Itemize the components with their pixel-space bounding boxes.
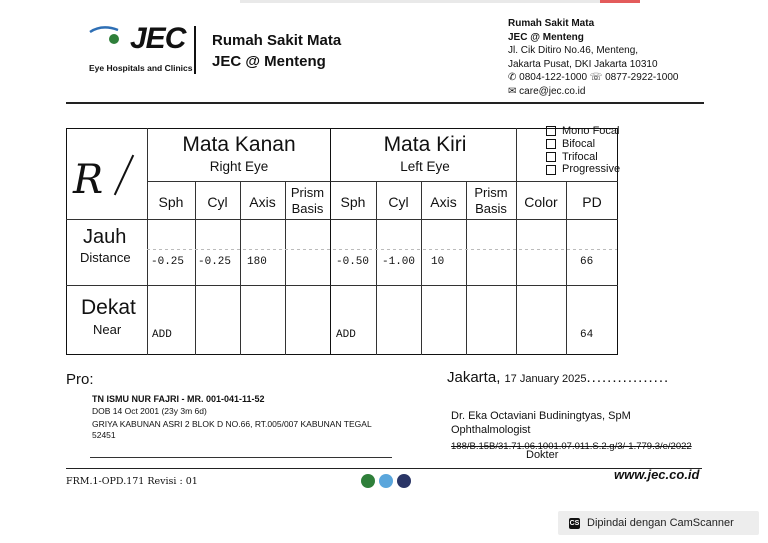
lens-type-options (546, 125, 620, 176)
col-label-l-prism: Prism Basis (474, 185, 508, 216)
prescription-table (66, 128, 618, 355)
email-address: care@jec.co.id (519, 85, 586, 97)
eye-logo-icon (88, 22, 132, 48)
cell-n-l-sph (330, 285, 376, 355)
cell-d-r-sph (147, 219, 195, 285)
scan-edge-mark (600, 0, 640, 3)
row-near-label: Dekat (81, 296, 136, 319)
date: 17 January 2025 (504, 373, 587, 385)
date-dots: ................ (586, 369, 670, 386)
cell-n-pd (566, 285, 618, 355)
col-label-r-sph: Sph (158, 194, 184, 210)
rx-symbol: R (73, 157, 104, 203)
cell-d-r-prism (285, 219, 330, 285)
contact-name: Rumah Sakit Mata (508, 18, 595, 29)
patient-address-2: 52451 (92, 430, 116, 440)
value-d-r-axis: 180 (247, 256, 267, 268)
value-d-l-cyl: -1.00 (382, 256, 416, 268)
form-code: FRM.1-OPD.171 Revisi : 01 (66, 476, 198, 487)
cell-d-l-prism (466, 219, 516, 285)
lens-option-trifocal[interactable]: Trifocal (546, 151, 620, 164)
rx-slash (114, 155, 134, 196)
col-label-r-prism: Prism Basis (290, 185, 325, 216)
value-n-pd: 64 (580, 329, 594, 341)
col-label-r-axis: Axis (249, 194, 276, 210)
patient-address-1: GRIYA KABUNAN ASRI 2 BLOK D NO.66, RT.005/007 KABUNAN TEGAL (92, 419, 372, 429)
cell-n-l-cyl (376, 285, 421, 355)
row-distance-label: Jauh (83, 226, 127, 248)
value-d-pd: 66 (580, 256, 594, 268)
contact-address-2: Jakarta Pusat, DKI Jakarta 10310 (508, 58, 658, 70)
contact-branch: JEC @ Menteng (508, 31, 584, 43)
brand-line-1: Rumah Sakit Mata (212, 32, 342, 49)
col-label-color: Color (524, 194, 558, 210)
contact-address-1: Jl. Cik Ditiro No.46, Menteng, (508, 45, 639, 56)
lens-option-mono-focal[interactable]: Mono Focal (546, 125, 620, 138)
cell-n-r-cyl (195, 285, 240, 355)
doctor-license: 188/B.15B/31.71.06.1001.07.011.S.2.g/3/-1.779.3/e/2022 (451, 441, 692, 452)
cell-n-r-sph (147, 285, 195, 355)
doctor-role: Dokter (526, 449, 559, 461)
lens-area-divider (516, 128, 517, 181)
checkbox-icon (546, 126, 556, 136)
right-eye-title: Mata Kanan (182, 133, 296, 156)
contact-block (508, 17, 679, 98)
cell-n-r-axis (240, 285, 285, 355)
patient-dob: DOB 14 Oct 2001 (23y 3m 6d) (92, 406, 207, 416)
scan-edge-line (240, 0, 640, 3)
contact-phones (508, 71, 679, 85)
checkbox-icon (546, 165, 556, 175)
col-label-l-sph: Sph (340, 194, 366, 210)
value-d-r-cyl: -0.25 (198, 256, 232, 268)
brand-title (212, 30, 341, 72)
value-d-r-sph: -0.25 (151, 256, 185, 268)
lens-option-progressive[interactable]: Progressive (546, 163, 620, 176)
row-near-sub: Near (93, 322, 122, 337)
col-label-pd: PD (582, 194, 602, 210)
city: Jakarta, (447, 369, 501, 386)
cell-d-l-cyl (376, 219, 421, 285)
city-date-line (447, 369, 669, 386)
cell-n-color (516, 285, 566, 355)
patient-name: TN ISMU NUR FAJRI - MR. 001-041-11-52 (92, 394, 265, 404)
cell-d-pd (566, 219, 618, 285)
footer-rule (66, 468, 702, 469)
contact-email-line (508, 85, 679, 99)
cell-d-l-sph (330, 219, 376, 285)
logo-text: JEC (130, 22, 186, 55)
checkbox-icon (546, 152, 556, 162)
doctor-name: Dr. Eka Octaviani Budiningtyas, SpM (451, 410, 631, 422)
brand-line-2: JEC @ Menteng (212, 53, 326, 70)
cell-n-l-prism (466, 285, 516, 355)
phone-number: 0804-122-1000 (519, 72, 588, 83)
mail-icon: ✉ (508, 85, 517, 97)
dotted-line-distance (147, 249, 617, 250)
cell-n-l-axis (421, 285, 466, 355)
green-dot-icon (361, 474, 375, 488)
left-eye-subtitle: Left Eye (400, 159, 450, 174)
doctor-title: Ophthalmologist (451, 424, 531, 436)
blue-dot-icon (379, 474, 393, 488)
left-eye-title: Mata Kiri (383, 133, 467, 156)
camscanner-badge (558, 511, 759, 535)
patient-underline (90, 457, 392, 458)
header-rule (66, 102, 704, 104)
patient-label: Pro: (66, 371, 94, 388)
whatsapp-icon: ☏ (589, 72, 603, 83)
cell-d-r-cyl (195, 219, 240, 285)
camscanner-text: Dipindai dengan CamScanner (587, 517, 734, 529)
checkbox-icon (546, 139, 556, 149)
col-label-l-axis: Axis (430, 194, 457, 210)
row-distance-sub: Distance (80, 250, 131, 265)
phone-icon: ✆ (508, 72, 517, 83)
col-label-r-cyl: Cyl (207, 194, 228, 210)
logo-subtitle: Eye Hospitals and Clinics (89, 63, 193, 73)
lens-option-bifocal[interactable]: Bifocal (546, 138, 620, 151)
website: www.jec.co.id (614, 467, 700, 482)
value-n-r-add: ADD (152, 329, 172, 341)
cell-d-l-axis (421, 219, 466, 285)
right-eye-subtitle: Right Eye (209, 159, 269, 174)
cell-n-r-prism (285, 285, 330, 355)
value-n-l-add: ADD (336, 329, 356, 341)
navy-dot-icon (397, 474, 411, 488)
col-label-l-cyl: Cyl (388, 194, 409, 210)
value-d-l-sph: -0.50 (336, 256, 370, 268)
whatsapp-number: 0877-2922-1000 (605, 72, 679, 83)
camscanner-logo-icon: CS (569, 519, 580, 527)
value-d-l-axis: 10 (431, 256, 445, 268)
cell-d-r-axis (240, 219, 285, 285)
header-divider (194, 26, 196, 74)
cell-d-color (516, 219, 566, 285)
